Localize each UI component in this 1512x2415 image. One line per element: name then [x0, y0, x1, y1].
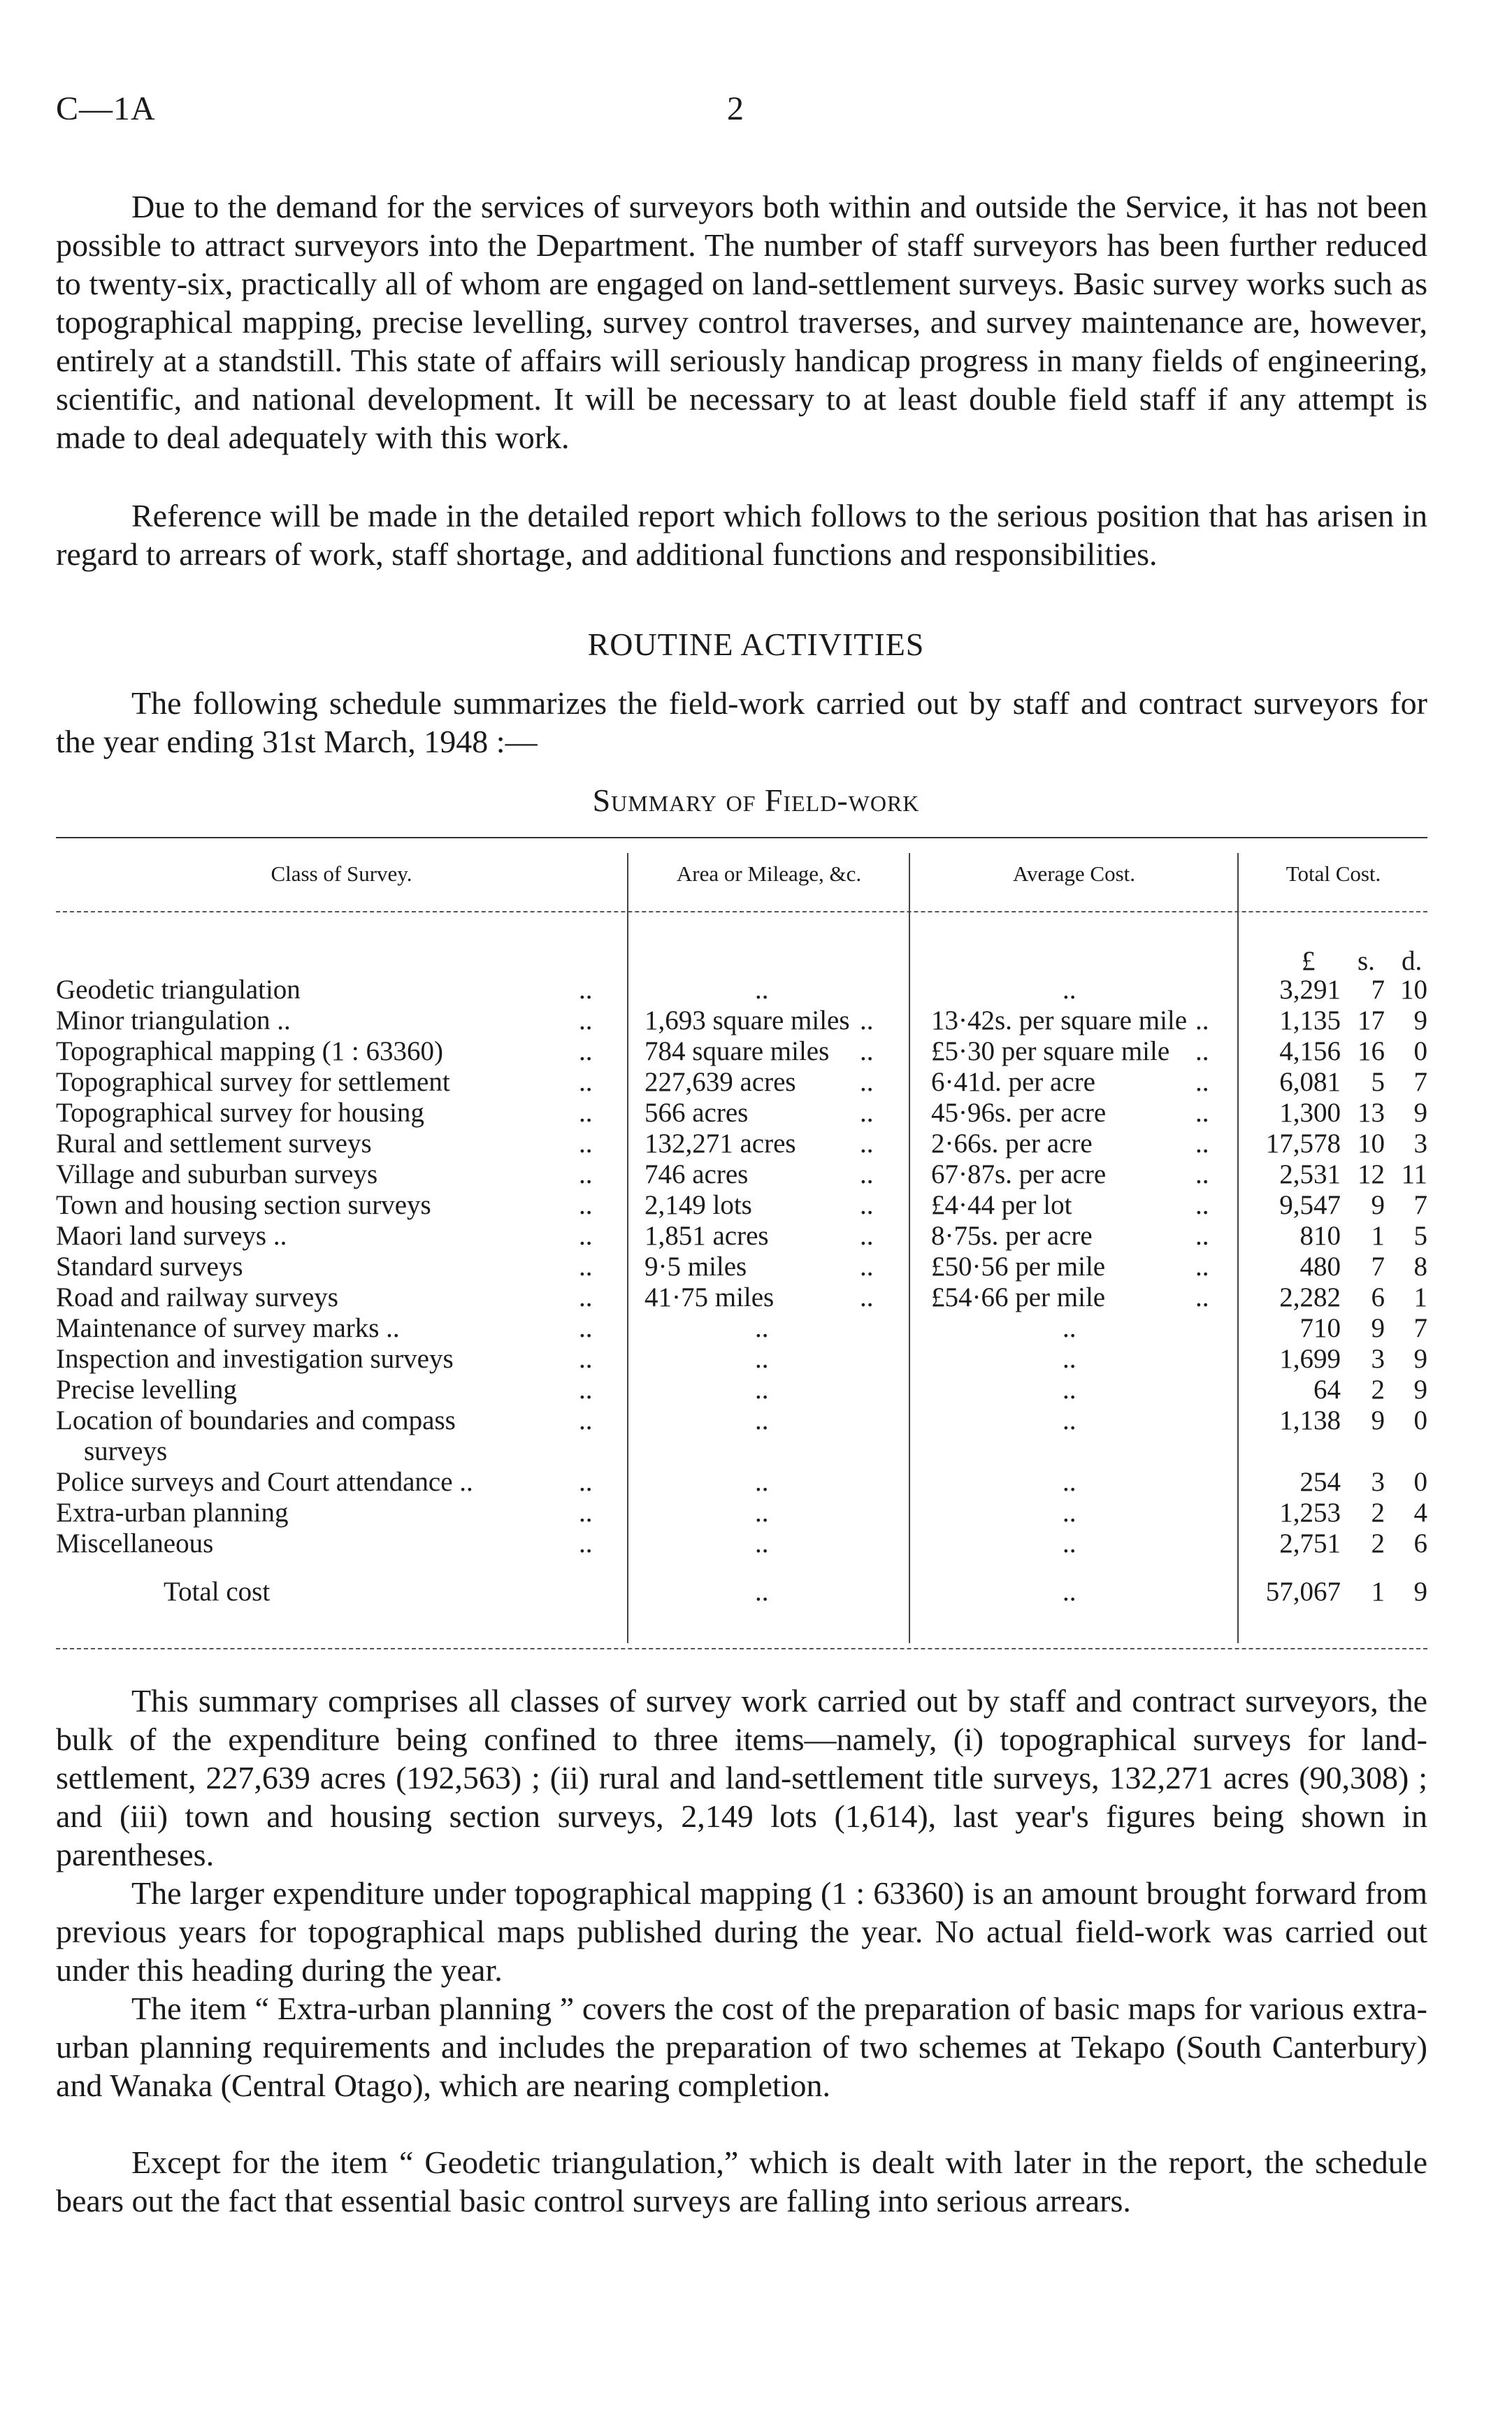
table-title: Summary of Field-work [592, 782, 920, 818]
area-dots: .. [755, 1498, 769, 1528]
leader-dots: .. [860, 1190, 874, 1220]
leader-dots: .. [860, 1159, 874, 1189]
page-number: 2 [727, 90, 744, 127]
total-shillings: 2 [1371, 1528, 1385, 1558]
schedule-intro: The following schedule summarizes the field-work carried out by staff and contract surveyors for the year ending 31st March, 1948 :— [56, 685, 1427, 759]
total-pounds: 2,751 [1279, 1528, 1341, 1558]
table-row [56, 1528, 1427, 1559]
survey-class: Topographical survey for housing [56, 1098, 424, 1128]
average-cost-value: 8·75s. per acre [931, 1221, 1093, 1251]
area-dots: .. [755, 1467, 769, 1497]
survey-class: Road and railway surveys [56, 1282, 338, 1312]
total-pence: 1 [1413, 1282, 1427, 1312]
survey-class: Town and housing section surveys [56, 1190, 431, 1220]
leader-dots: .. [1195, 1221, 1209, 1251]
area-value: 2,149 lots [645, 1190, 752, 1220]
average-cost-value: 45·96s. per acre [931, 1098, 1107, 1128]
survey-class: Maintenance of survey marks .. [56, 1313, 400, 1343]
total-pence: 0 [1413, 1405, 1427, 1435]
area-dots: .. [755, 1375, 769, 1405]
total-row [56, 1577, 1427, 1607]
table-row [56, 1375, 1427, 1405]
average-cost-dots: .. [1063, 1405, 1077, 1435]
area-value: 227,639 acres [645, 1067, 796, 1097]
average-cost-value: 2·66s. per acre [931, 1128, 1093, 1159]
leader-dots: .. [860, 1282, 874, 1312]
total-area-dots: .. [755, 1577, 769, 1607]
total-shillings: 9 [1371, 1313, 1385, 1343]
total-pence: 8 [1413, 1252, 1427, 1282]
average-cost-dots: .. [1063, 1498, 1077, 1528]
table-row [56, 975, 1427, 1005]
total-shillings: 2 [1371, 1375, 1385, 1405]
average-cost-value: £5·30 per square mile [931, 1036, 1170, 1066]
leader-dots: .. [579, 1067, 593, 1097]
leader-dots: .. [1195, 1067, 1209, 1097]
total-shillings: 7 [1371, 1252, 1385, 1282]
total-pounds: 57,067 [1265, 1577, 1341, 1607]
total-pence: 9 [1413, 1005, 1427, 1035]
header-average-cost: Average Cost. [1012, 861, 1136, 886]
closing-paragraph-1: This summary comprises all classes of survey work carried out by staff and contract surveyors, the bulk of the expenditure being confined to three items—namely, (i) topographical surveys for land-settlement, 227,639 acres (192,563) ; (ii) rural and land-settlement title surveys, 132,271 acres (90,308) ; and (iii) town and housing section surveys, 2,149 lots (1,614), last year's figures being shown in parentheses. [56, 1683, 1427, 1872]
leader-dots: .. [1195, 1128, 1209, 1159]
leader-dots: .. [860, 1128, 874, 1159]
total-pence: 5 [1413, 1221, 1427, 1251]
survey-class: Topographical survey for settlement [56, 1067, 450, 1097]
table-row [56, 1005, 1427, 1036]
total-pence: 11 [1401, 1159, 1427, 1189]
total-pounds: 1,138 [1279, 1405, 1341, 1435]
survey-class: Village and suburban surveys [56, 1159, 378, 1189]
leader-dots: .. [579, 1252, 593, 1282]
intro-paragraph-2: Reference will be made in the detailed report which follows to the serious position that has arisen in regard to arrears of work, staff shortage, and additional functions and responsibilities. [56, 498, 1427, 572]
leader-dots: .. [579, 1036, 593, 1066]
leader-dots: .. [579, 975, 593, 1005]
average-cost-dots: .. [1063, 1528, 1077, 1558]
total-pounds: 2,531 [1279, 1159, 1341, 1189]
survey-class: Maori land surveys .. [56, 1221, 287, 1251]
total-pounds: 1,135 [1279, 1005, 1341, 1035]
leader-dots: .. [1195, 1098, 1209, 1128]
header-class-of-survey: Class of Survey. [271, 861, 412, 886]
total-pence: 7 [1413, 1067, 1427, 1097]
area-value: 1,851 acres [645, 1221, 769, 1251]
total-pence: 9 [1413, 1577, 1427, 1607]
table-row [56, 1252, 1427, 1282]
leader-dots: .. [579, 1282, 593, 1312]
area-value: 41·75 miles [645, 1282, 775, 1312]
table-row [56, 1159, 1427, 1190]
survey-class: Minor triangulation .. [56, 1005, 291, 1035]
total-pence: 9 [1413, 1098, 1427, 1128]
leader-dots: .. [579, 1128, 593, 1159]
average-cost-dots: .. [1063, 1467, 1077, 1497]
closing-paragraph-3: The item “ Extra-urban planning ” covers the cost of the preparation of basic maps for various extra-urban planning requirements and includes the preparation of two schemes at Tekapo (South Canterbury) and Wanaka (Central Otago), which are nearing completion. [56, 1991, 1427, 2103]
total-pounds: 2,282 [1279, 1282, 1341, 1312]
leader-dots: .. [579, 1498, 593, 1528]
table-row [56, 1036, 1427, 1067]
header-area: Area or Mileage, &c. [676, 861, 862, 886]
leader-dots: .. [579, 1005, 593, 1035]
area-dots: .. [755, 1344, 769, 1374]
intro-paragraph-1: Due to the demand for the services of surveyors both within and outside the Service, it has not been possible to attract surveyors into the Department. The number of staff surveyors has been further reduced to twenty-six, practically all of whom are engaged on land-settlement surveys. Basic survey works such as topographical mapping, precise levelling, survey control traverses, and survey maintenance are, however, entirely at a standstill. This state of affairs will seriously handicap progress in many fields of engineering, scientific, and national development. It will be necessary to at least double field staff if any attempt is made to deal adequately with this work. [56, 189, 1427, 455]
average-cost-value: 6·41d. per acre [931, 1067, 1095, 1097]
area-dots: .. [755, 975, 769, 1005]
leader-dots: .. [860, 1036, 874, 1066]
leader-dots: .. [579, 1159, 593, 1189]
closing-paragraph-4: Except for the item “ Geodetic triangulation,” which is dealt with later in the report, the schedule bears out the fact that essential basic control surveys are falling into serious arrears. [56, 2144, 1427, 2219]
survey-class-continuation: surveys [84, 1436, 168, 1466]
table-header-rule [56, 911, 1427, 912]
total-shillings: 17 [1358, 1005, 1385, 1035]
leader-dots: .. [860, 1098, 874, 1128]
area-value: 132,271 acres [645, 1128, 796, 1159]
table-row [56, 1221, 1427, 1252]
total-shillings: 7 [1371, 975, 1385, 1005]
leader-dots: .. [860, 1221, 874, 1251]
total-pence: 7 [1413, 1313, 1427, 1343]
area-value: 746 acres [645, 1159, 749, 1189]
total-pence: 9 [1413, 1375, 1427, 1405]
total-pounds: 710 [1299, 1313, 1341, 1343]
area-value: 9·5 miles [645, 1252, 747, 1282]
leader-dots: .. [860, 1005, 874, 1035]
average-cost-value: 13·42s. per square mile [931, 1005, 1188, 1035]
total-shillings: 9 [1371, 1405, 1385, 1435]
total-pounds: 3,291 [1279, 975, 1341, 1005]
average-cost-value: 67·87s. per acre [931, 1159, 1107, 1189]
header-total-cost: Total Cost. [1286, 861, 1381, 886]
section-heading: ROUTINE ACTIVITIES [587, 626, 925, 662]
survey-class: Location of boundaries and compass [56, 1405, 456, 1435]
average-cost-dots: .. [1063, 1344, 1077, 1374]
total-pounds: 4,156 [1279, 1036, 1341, 1066]
total-cost-dots: .. [1063, 1577, 1077, 1607]
area-dots: .. [755, 1313, 769, 1343]
total-shillings: 12 [1358, 1159, 1385, 1189]
table-row [56, 1467, 1427, 1498]
survey-class: Inspection and investigation surveys [56, 1344, 454, 1374]
leader-dots: .. [1195, 1190, 1209, 1220]
total-pounds: 9,547 [1279, 1190, 1341, 1220]
survey-class: Precise levelling [56, 1375, 237, 1405]
leader-dots: .. [579, 1467, 593, 1497]
total-shillings: 3 [1371, 1467, 1385, 1497]
table-row [56, 1498, 1427, 1528]
total-pence: 3 [1413, 1128, 1427, 1159]
table-row [56, 1067, 1427, 1098]
total-pounds: 1,300 [1279, 1098, 1341, 1128]
table-row-continuation [56, 1436, 1427, 1467]
leader-dots: .. [860, 1252, 874, 1282]
leader-dots: .. [860, 1067, 874, 1097]
total-shillings: 2 [1371, 1498, 1385, 1528]
pounds-unit: £ [1302, 946, 1316, 976]
area-dots: .. [755, 1405, 769, 1435]
survey-class: Police surveys and Court attendance .. [56, 1467, 473, 1497]
total-pounds: 1,699 [1279, 1344, 1341, 1374]
average-cost-dots: .. [1063, 975, 1077, 1005]
leader-dots: .. [579, 1528, 593, 1558]
average-cost-value: £50·56 per mile [931, 1252, 1106, 1282]
total-shillings: 10 [1358, 1128, 1385, 1159]
total-pounds: 254 [1299, 1467, 1341, 1497]
total-shillings: 3 [1371, 1344, 1385, 1374]
leader-dots: .. [579, 1221, 593, 1251]
leader-dots: .. [1195, 1159, 1209, 1189]
total-shillings: 5 [1371, 1067, 1385, 1097]
leader-dots: .. [1195, 1036, 1209, 1066]
total-pounds: 17,578 [1265, 1128, 1341, 1159]
total-shillings: 16 [1358, 1036, 1385, 1066]
total-pounds: 480 [1299, 1252, 1341, 1282]
closing-paragraph-2: The larger expenditure under topographical mapping (1 : 63360) is an amount brought forward from previous years for topographical maps published during the year. No actual field-work was carried out under this heading during the year. [56, 1875, 1427, 1988]
leader-dots: .. [1195, 1252, 1209, 1282]
table-row [56, 1190, 1427, 1221]
total-shillings: 1 [1371, 1577, 1385, 1607]
total-pounds: 810 [1299, 1221, 1341, 1251]
leader-dots: .. [579, 1190, 593, 1220]
total-pounds: 6,081 [1279, 1067, 1341, 1097]
leader-dots: .. [1195, 1282, 1209, 1312]
total-shillings: 6 [1371, 1282, 1385, 1312]
area-value: 1,693 square miles [645, 1005, 850, 1035]
area-value: 784 square miles [645, 1036, 830, 1066]
total-pence: 9 [1413, 1344, 1427, 1374]
report-code: C—1A [56, 90, 156, 127]
leader-dots: .. [579, 1313, 593, 1343]
average-cost-dots: .. [1063, 1375, 1077, 1405]
survey-class: Topographical mapping (1 : 63360) [56, 1036, 443, 1066]
total-shillings: 1 [1371, 1221, 1385, 1251]
leader-dots: .. [579, 1098, 593, 1128]
table-row [56, 1282, 1427, 1313]
leader-dots: .. [1195, 1005, 1209, 1035]
total-shillings: 9 [1371, 1190, 1385, 1220]
total-label: Total cost [164, 1577, 271, 1607]
area-dots: .. [755, 1528, 769, 1558]
survey-class: Rural and settlement surveys [56, 1128, 372, 1159]
leader-dots: .. [579, 1344, 593, 1374]
pence-unit: d. [1402, 946, 1423, 976]
table-top-rule [56, 837, 1427, 838]
total-pence: 7 [1413, 1190, 1427, 1220]
table-bottom-rule [56, 1648, 1427, 1649]
total-pence: 0 [1413, 1036, 1427, 1066]
survey-class: Extra-urban planning [56, 1498, 289, 1528]
total-shillings: 13 [1358, 1098, 1385, 1128]
survey-class: Geodetic triangulation [56, 975, 301, 1005]
total-pounds: 1,253 [1279, 1498, 1341, 1528]
table-row [56, 1344, 1427, 1375]
table-row [56, 1313, 1427, 1344]
survey-class: Standard surveys [56, 1252, 243, 1282]
total-pounds: 64 [1313, 1375, 1341, 1405]
average-cost-dots: .. [1063, 1313, 1077, 1343]
total-pence: 10 [1400, 975, 1427, 1005]
area-value: 566 acres [645, 1098, 749, 1128]
shillings-unit: s. [1358, 946, 1375, 976]
total-pence: 6 [1413, 1528, 1427, 1558]
survey-class: Miscellaneous [56, 1528, 214, 1558]
table-row [56, 1128, 1427, 1159]
table-row [56, 1405, 1427, 1436]
table-row [56, 1098, 1427, 1128]
total-pence: 4 [1413, 1498, 1427, 1528]
total-pence: 0 [1413, 1467, 1427, 1497]
leader-dots: .. [579, 1405, 593, 1435]
leader-dots: .. [579, 1375, 593, 1405]
average-cost-value: £4·44 per lot [931, 1190, 1072, 1220]
average-cost-value: £54·66 per mile [931, 1282, 1106, 1312]
